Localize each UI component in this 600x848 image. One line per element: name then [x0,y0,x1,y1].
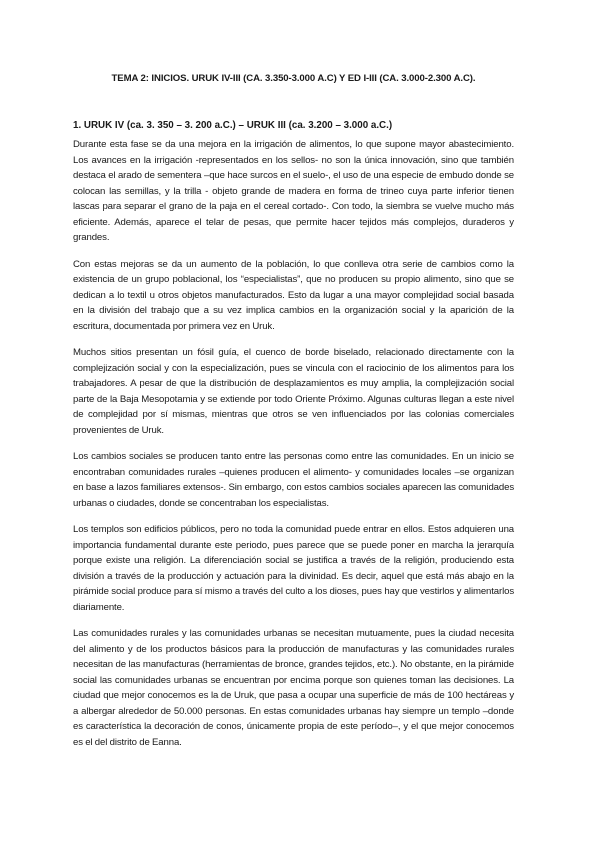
paragraph-communities: Las comunidades rurales y las comunidades urbanas se necesitan mutuamente, pues la ciudad necesita del alimento y de los productos básicos para la producción de manufacturas y las comunidades rurales necesitan de las manufacturas (herramientas de bronce, grandes tejidos, etc.). No obstante, en la pirámide social las comunidades urbanas se encuentran por encima porque son quienes toman las decisiones. La ciudad que mejor conocemos es la de Uruk, que pasa a ocupar una superficie de más de 100 hectáreas y a albergar alrededor de 50.000 personas. En estas comunidades urbanas hay siempre un templo –donde es característica la decoración de conos, únicamente propia de este período–, y el que mejor conocemos es el del distrito de Eanna. [73,628,514,748]
section-heading: 1. URUK IV (ca. 3. 350 – 3. 200 a.C.) – URUK III (ca. 3.200 – 3.000 a.C.) [73,120,393,131]
paragraph-fossil-guide: Muchos sitios presentan un fósil guía, el cuenco de borde biselado, relacionado directamente con la complejización social y con la especialización, pues se vincula con el raciocinio de los alimentos para los trabajadores. A pesar de que la distribución de desplazamientos es muy amplia, la complejización social parte de la Baja Mesopotamia y se extiende por todo Oriente Próximo. Algunas culturas llegan a este nivel de complejidad por sí mismas, mientras que otros se ven influenciados por las colonias comerciales provenientes de Uruk. [73,347,514,436]
paragraph-irrigation: Durante esta fase se da una mejora en la irrigación de alimentos, lo que supone mayor abastecimiento. Los avances en la irrigación -representados en los sellos- no son la única innovación, sino que también destaca el arado de sementera –que hace surcos en el suelo-, el uso de una especie de embudo donde se colocan las semillas, y la trilla - objeto grande de madera en forma de trineo cuya parte inferior tienen lascas para separar el grano de la paja en el cereal cortado-. Con todo, la siembra se vuelve mucho más eficiente. Además, aparece el telar de pesas, que permite hacer tejidos más complejos, duraderos y grandes. [73,139,514,243]
document-title: TEMA 2: INICIOS. URUK IV-III (CA. 3.350-3.000 A.C) Y ED I-III (CA. 3.000-2.300 A.C). [111,73,476,84]
paragraph-social-changes: Los cambios sociales se producen tanto entre las personas como entre las comunidades. En un inicio se encontraban comunidades rurales –quienes producen el alimento- y comunidades locales –se organizan en base a lazos familiares extensos-. Sin embargo, con estos cambios sociales aparecen las comunidades urbanas o ciudades, donde se concentraban los especialistas. [73,451,514,509]
paragraph-population: Con estas mejoras se da un aumento de la población, lo que conlleva otra serie de cambios como la existencia de un grupo poblacional, los “especialistas”, que no producen su propio alimento, sino que se dedican a lo textil u otros objetos manufacturados. Esto da lugar a una mayor complejidad social basada en la división del trabajo que a su vez implica cambios en la organización social y la aparición de la escritura, documentada por primera vez en Uruk. [73,258,514,332]
paragraph-temples: Los templos son edificios públicos, pero no toda la comunidad puede entrar en ellos. Estos adquieren una importancia fundamental durante este periodo, pues parece que se puede poner en marcha la jerarquía porque existe una religión. La diferenciación social se justifica a través de la religión, produciendo esta división a través de la producción y actuación para la divinidad. Es decir, aquel que está más abajo en la pirámide social produce para sí mismo a través del culto a los dioses, pues hay que vestirlos y alimentarlos diariamente. [73,524,514,613]
